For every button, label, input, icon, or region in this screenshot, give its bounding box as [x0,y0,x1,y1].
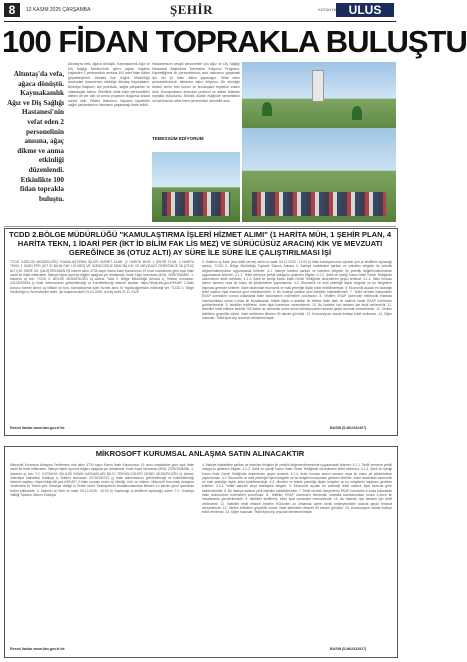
tender-ad-source: Resmî ilanlar www.ilan.gov.tr'de [10,426,65,430]
page-number: 8 [4,3,20,17]
section-title: ŞEHİR [170,2,213,17]
microsoft-ad-title: MİKROSOFT KURUMSAL ANLAŞMA SATIN ALINACAKTIR [95,449,305,458]
tender-ad-column-2: 3- İhalenin a) İhale (son teklif verme) tarihi ve saati: 04.12.2025 - 11:00 b) İhale komisyonunun toplantı yeri (e-tekliflerin açılacağı adres): TCDD 2. Bölge Müdürlüğü Toplantı Salonu Ankara 4. İhaleye katılabilme şartları ve istenilen belgeler ile yeterlik değerlendirmesinde uygulanacak kriterler: 4.1. İhaleye katılma şartları ve istenilen belgeler ile yeterlik değerlendirmesinde uygulanacak kriterler: 4.1.1. Teklif vermeye yetkili olduğunu gösteren bilgiler; 4.1.2. Şekli ve içeriği Kamu İhale Genel Tebliğinde düzenlenen teklif mektubu; 4.1.3. Şekli ve içeriği Kamu İhale Genel Tebliğinde düzenlenen geçici teminat; 4.1.4. İhale konusu alımın tamamı veya bir kısmı alt yüklenicilere yaptırılamaz. 4.2. Ekonomik ve mali yeterliğe ilişkin belgeler ve bu belgelerin taşıması gereken kriterler: İdare tarafından ekonomik ve mali yeterliğe ilişkin kriter belirtilmemiştir. 5. Ekonomik açıdan en avantajlı teklif sadece fiyat esasına göre belirlenecektir. 6. Bu ihaleye sadece yerli istekliler katılabilecektir. 7. Teklif vermek isteyenlerin EKAP üzerinden e-imza kullanarak ihale dokümanını indirmeleri zorunludur. 8. Teklifler, EKAP üzerinden elektronik ortamda hazırlandıktan sonra e-imza ile imzalanarak, teklife ilişkin e-anahtar ile birlikte ihale tarih ve saatine kadar EKAP üzerinden gönderilecektir. 9. İstekliler tekliflerini, birim fiyat üzerinden vereceklerdir. 10. Bu ihalede, işin tamamı için teklif verilecektir. 11. İstekliler teklif ettikleri bedelin %3'ünden az olmamak üzere kendi belirleyecekleri tutarda geçici teminat vereceklerdir. 12. Verilen tekliflerin geçerlilik süresi, ihale tarihinden itibaren 90 takvim günüdür. 13. Konsorsiyum olarak ihaleye teklif verilemez. 14. Diğer hususlar: Teklif fiyat dışı unsurlar belirlenmemiştir. [202,260,392,320]
header-divider [4,21,396,22]
lede [6,70,64,204]
photo-sapling [352,106,362,120]
photo-tower [312,70,324,102]
microsoft-ad-column-1: Mikrosoft Kurumsal Anlaşma Yenilemesi mal alımı 4734 sayılı Kamu İhale Kanununun 19 uncu maddesine göre açık ihale usulü ile ihale edilecektir. İhaleye ilişkin ayrıntılı bilgiler aşağıda yer almaktadır. İhale Kayıt Numarası (İKN): 2025/1946186. 1-İdarenin a) Adı: T.C. KÜTAHYA VALİLİĞİ İNSAN KAYNAKLARI BİLGİ TEKNOLOJİLERİ DENEL MÜDÜRLÜĞÜ b) Adresi: Zafertepe Mahallesi Kütahya c) Telefon numarası: 02742262213 ç) İhale dokümanının görülebileceği ve indirilebileceği internet sayfası: https://ekap.kik.gov.tr/EKAP/ 2-İhale konusu malın a) Niteliği, türü ve miktarı: Mikrosoft Kurumsal Anlaşma Yenilemesi b) Teslim yeri: Kütahya Valiliği c) Teslim tarihi: Sözleşmenin imzalanmasından itibaren 10 takvim günü içerisinde teslim edilecektir. 3- İhalenin a) Tarih ve saati: 05.12.2025 - 10:30 b) Yapılacağı (e-tekliflerin açılacağı) adres: T.C. Kütahya Valiliği Toplantı Salonu Kütahya [10,463,194,498]
newspaper-logo: ULUS [336,3,394,17]
issue-date: 12 KASIM 2025 ÇARŞAMBA [26,7,91,13]
article-column-1: Altıntaş'ta vefa, ağaca dönüştü. Kaymakamlık Ağız ve Diş Sağlığı Merkezi'nde görev yapan hayatını kaybeden 2 personelinin anısına 100 adet fidan dikimi gerçekleştirildi. Altıntaş İlçe Sağlık Müdürlüğü tarafından düzenlenen etkinliğe Altıntaş Kaymakamı, Belediye Başkanı, ilçe protokolü, sağlık çalışanları ve vatandaşlar katıldı. Etkinlikte vefat eden personellerin aileleri de yer aldı ve anma programı duygusal anlara sahne oldu. Dikilen fidanların, hayatını kaybeden sağlık çalışanlarının hatırasını yaşatacağı ifade edildi. [68,62,150,108]
ad-divider [4,226,396,227]
lede-text: Altıntaş'da vefa, ağaca dönüştü. Kaymakamlık Ağız ve Diş Sağlığı Hastanesi'nin vefat eden 2 personelinin anısına, ağaç dikme ve anma etkinliği düzenlendi. Etkinlikte 100 fidan toprakla buluştu. [7,70,64,203]
microsoft-ad-source: Resmî ilanlar www.ilan.gov.tr'de [10,647,65,651]
tender-ad-code: BASIN (İLN02332407) [330,426,367,430]
photo-ceremony [152,152,240,222]
photo-tree-planting [242,62,396,128]
city-label: KÜTAHYA [318,7,337,12]
article-column-2: Hastanemizin sevgili personelleri için Ağız ve Diş Sağlığı Hastanesi Başhekimi Tebessüm Ediyoruz Programı; Kaybettiğimiz iki personelimizin aziz hatırasını yaşatmak için her yıl fidan dikimi yapacağız. Vefat eden personellerimizin ailelerine sabır diliyoruz. Bu etkinliğe destek veren tüm kurum ve kuruluşlara teşekkür ederiz dedi. Konuşmaların ardından protokol ve aileler fidanları toprakla buluşturdu. Etkinlik dualar eşliğinde tamamlandı ve katılımcılar vefat eden personelleri rahmetle andı. [152,62,240,103]
photo-group [242,128,396,222]
microsoft-ad-code: BASIN (İLN02332917) [330,647,367,651]
tender-ad-column-1: TCDD 2.BÖLGE MÜDÜRLÜĞÜ "KAMULAŞTIRMA İŞLERİ HİZMET ALIMI" (1 HARİTA MÜH, 1 ŞEHİR PLAN, 4 HARİTA TEKN, 1 İDARİ PER (İKT İD BİLİM FAK LİS MEZ) VE SÜRÜCÜSÜZ ARACIN) KİK VE MEVZUATI GEREĞİNCE 36 (OTUZ ALTI) AY SÜRE İLE ÇALIŞTIRILMASI İŞİ hizmet alımı 4734 sayılı Kamu İhale Kanununun 19 uncu maddesine göre açık ihale usulü ile ihale edilecektir. İhaleye ilişkin ayrıntılı bilgiler aşağıda yer almaktadır. İhale Kayıt Numarası (İKN): 2025/1964851. 1-İdarenin a) Adı: TCDD 2. BÖLGE MÜDÜRLÜĞÜ b) Adresi: Tcdd 2. Bölge Müdürlüğü Ankara c) Telefon numarası: 03123090515 ç) İhale dokümanının görülebileceği ve indirilebileceği internet sayfası: https://ekap.kik.gov.tr/EKAP/ 2-İhale konusu hizmet alımın a) Miktarı ve türü: Kamulaştırma işleri hizmet alımı b) Yapılacağı/teslim edileceği yer: TCDD 2. Bölge Müdürlüğü c) Süresi/teslim tarihi: İşe başlama tarihi 01.01.2026, iş bitiş tarihi 31.12.2028 [10,260,194,295]
microsoft-ad-column-2: 4. İhaleye katılabilme şartları ve istenilen belgeler ile yeterlik değerlendirmesinde uygulanacak kriterler: 4.1.1. Teklif vermeye yetkili olduğunu gösteren bilgiler; 4.1.2. Şekli ve içeriği Kamu İhale Genel Tebliğinde düzenlenen teklif mektubu; 4.1.3. Şekli ve içeriği Kamu İhale Genel Tebliğinde düzenlenen geçici teminat; 4.1.4. İhale konusu alımın tamamı veya bir kısmı alt yüklenicilere yaptırılamaz. 4.2. Ekonomik ve mali yeterliğe ilişkin belgeler ve bu belgelerin taşıması gereken kriterler: İdare tarafından ekonomik ve mali yeterliğe ilişkin kriter belirtilmemiştir. 4.3. Mesleki ve teknik yeterliğe ilişkin belgeler ve bu belgelerin taşıması gereken kriterler: 4.3.1. Yetkili satıcılık veya imalatçılık belgesi. 5. Ekonomik açıdan en avantajlı teklif sadece fiyat esasına göre belirlenecektir. 6. Bu ihaleye sadece yerli istekliler katılabilecektir. 7. Teklif vermek isteyenlerin EKAP üzerinden e-imza kullanarak ihale dokümanını indirmeleri zorunludur. 8. Teklifler, EKAP üzerinden elektronik ortamda hazırlandıktan sonra e-imza ile imzalanarak gönderilecektir. 9. İstekliler tekliflerini, birim fiyat üzerinden vereceklerdir. 10. Bu ihalede, işin tamamı için teklif verilecektir. 11. İstekliler teklif ettikleri bedelin %3'ünden az olmamak üzere kendi belirleyecekleri tutarda geçici teminat vereceklerdir. 12. Verilen tekliflerin geçerlilik süresi, ihale tarihinden itibaren 90 takvim günüdür. 13. Konsorsiyum olarak ihaleye teklif verilemez. 14. Diğer hususlar: Teklif fiyat dışı unsurlar belirlenmemiştir. [202,463,392,515]
photo-people [252,192,386,216]
headline: 100 FİDAN TOPRAKLA BULUŞTU [2,24,467,59]
photo-sapling [262,102,272,116]
tender-ad-title: TCDD 2.BÖLGE MÜDÜRLÜĞÜ "KAMULAŞTIRMA İŞLERİ HİZMET ALIMI" (1 HARİTA MÜH, 1 ŞEHİR PLAN, 4 HARİTA TEKN, 1 İDARİ PER (İKT İD BİLİM FAK LİS MEZ) VE SÜRÜCÜSÜZ ARACIN) KİK VE MEVZUATI GEREĞİNCE 36 (OTUZ ALTI) AY SÜRE İLE SÜRE İLE ÇALIŞTIRILMASI İŞİ [8,230,392,257]
photo-people [162,192,230,216]
article-subhead: TEBESSÜM EDİYORUM [152,136,204,141]
